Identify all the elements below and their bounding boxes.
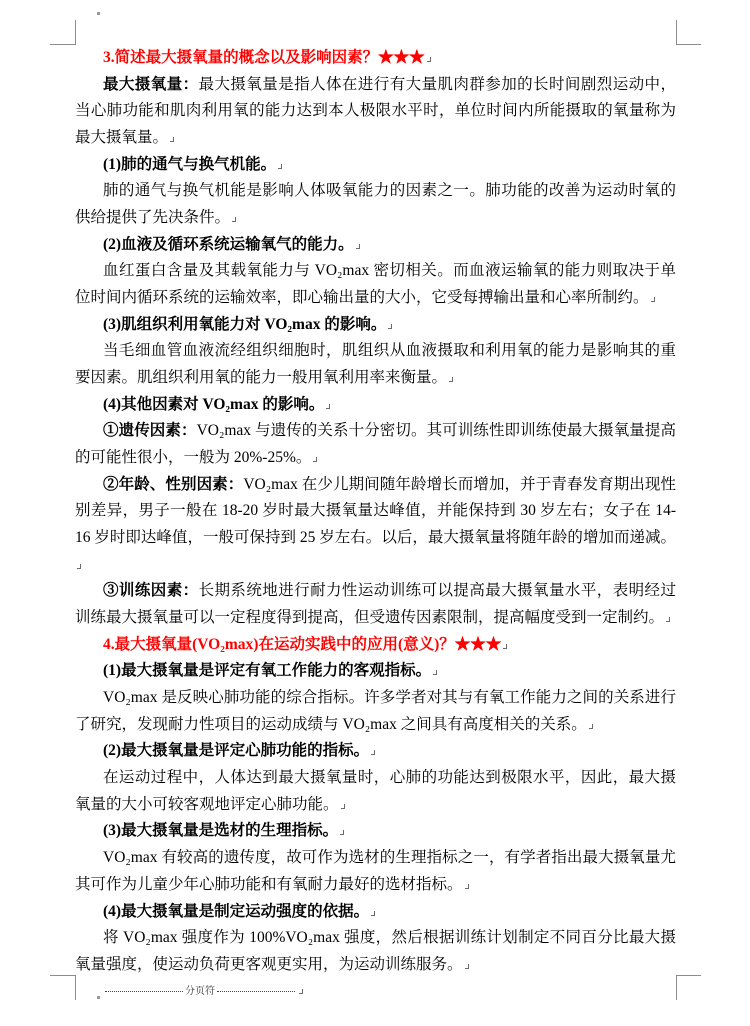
factor-2-heading: (2)血液及循环系统运输氧气的能力。 (75, 232, 676, 259)
training-factor-lead: ③训练因素： (103, 582, 199, 600)
genetic-factor-lead: ①遗传因素： (103, 422, 197, 440)
page-break-marker (75, 979, 676, 1006)
application-1-heading: (1)最大摄氧量是评定有氧工作能力的客观指标。 (75, 658, 676, 685)
factor-3-text: 当毛细血管血液流经组织细胞时，肌组织从血液摄取和利用氧的能力是影响其的重要因素。肌组织利用氧的能力一般用氧利用率来衡量。 (75, 338, 676, 391)
training-factor-paragraph (75, 578, 676, 631)
crop-mark-top-right-horizontal (676, 44, 701, 45)
question-3-title (75, 45, 676, 72)
crop-mark-top-left-vertical (75, 20, 76, 45)
factor-4-heading: (4)其他因素对 VO₂max 的影响。 (75, 392, 676, 419)
crop-mark-bottom-right-horizontal (676, 975, 701, 976)
application-1-text: VO₂max 是反映心肺功能的综合指标。许多学者对其与有氧工作能力之间的关系进行了研究，发现耐力性项目的运动成绩与 VO₂max 之间具有高度相关的关系。 (75, 685, 676, 738)
question-4-title-text: 4.最大摄氧量(VO₂max)在运动实践中的应用(意义)？ (103, 635, 455, 653)
genetic-factor-text: VO₂max 与遗传的关系十分密切。其可训练性即训练使最大摄氧量提高的可能性很小，一般为 20%-25%。 (75, 422, 676, 467)
document-body[interactable] (75, 45, 676, 1005)
definition-paragraph (75, 72, 676, 152)
question-4-rating-stars: ★★★ (454, 635, 502, 653)
application-3-heading: (3)最大摄氧量是选材的生理指标。 (75, 818, 676, 845)
crop-mark-bottom-right-vertical (676, 975, 677, 1000)
genetic-factor-paragraph (75, 418, 676, 471)
page-break-dots-left (105, 991, 183, 992)
training-factor-text: 长期系统地进行耐力性运动训练可以提高最大摄氧量水平，表明经过训练最大摄氧量可以一定程度得到提高，但受遗传因素限制，提高幅度受到一定制约。 (75, 582, 676, 627)
header-paragraph-mark-icon (97, 12, 100, 15)
application-4-text: 将 VO₂max 强度作为 100%VO₂max 强度，然后根据训练计划制定不同百分比最大摄氧量强度，使运动负荷更客观更实用，为运动训练服务。 (75, 925, 676, 978)
age-gender-factor-paragraph (75, 472, 676, 579)
crop-mark-top-left-horizontal (50, 44, 76, 45)
crop-mark-top-right-vertical (676, 20, 677, 45)
crop-mark-bottom-left-horizontal (50, 975, 76, 976)
age-gender-factor-lead: ②年龄、性别因素： (103, 475, 244, 493)
question-3-title-text: 3.简述最大摄氧量的概念以及影响因素？ (103, 49, 379, 66)
question-3-rating-stars: ★★★ (378, 49, 425, 66)
application-2-heading: (2)最大摄氧量是评定心肺功能的指标。 (75, 738, 676, 765)
page-break-dots-right (217, 991, 295, 992)
factor-1-heading: (1)肺的通气与换气机能。 (75, 152, 676, 179)
application-3-text: VO₂max 有较高的遗传度，故可作为选材的生理指标之一，有学者指出最大摄氧量尤其可作为儿童少年心肺功能和有氧耐力最好的选材指标。 (75, 845, 676, 898)
page-break-label: 分页符 (185, 985, 215, 997)
age-gender-factor-text: VO₂max 在少儿期间随年龄增长而增加，并于青春发育期出现性别差异，男子一般在 18-20 岁时最大摄氧量达峰值，并能保持到 30 岁左右；女子在 14-16 岁时即达峰值，一般可保持到 25 岁左右。以后，最大摄氧量将随年龄的增加而递减。 (75, 475, 676, 547)
factor-3-heading: (3)肌组织利用氧能力对 VO₂max 的影响。 (75, 312, 676, 339)
definition-lead: 最大摄氧量： (103, 75, 199, 93)
application-2-text: 在运动过程中，人体达到最大摄氧量时，心肺的功能达到极限水平，因此，最大摄氧量的大小可较客观地评定心肺功能。 (75, 765, 676, 818)
factor-1-text: 肺的通气与换气机能是影响人体吸氧能力的因素之一。肺功能的改善为运动时氧的供给提供了先决条件。 (75, 178, 676, 231)
application-4-heading: (4)最大摄氧量是制定运动强度的依据。 (75, 899, 676, 926)
definition-text: 最大摄氧量是指人体在进行有大量肌肉群参加的长时间剧烈运动中，当心肺功能和肌肉利用氧的能力达到本人极限水平时，单位时间内所能摄取的氧量称为最大摄氧量。 (75, 75, 676, 147)
factor-2-text: 血红蛋白含量及其载氧能力与 VO₂max 密切相关。而血液运输氧的能力则取决于单位时间内循环系统的运输效率，即心输出量的大小，它受每搏输出量和心率所制约。 (75, 258, 676, 311)
question-4-title (75, 632, 676, 659)
